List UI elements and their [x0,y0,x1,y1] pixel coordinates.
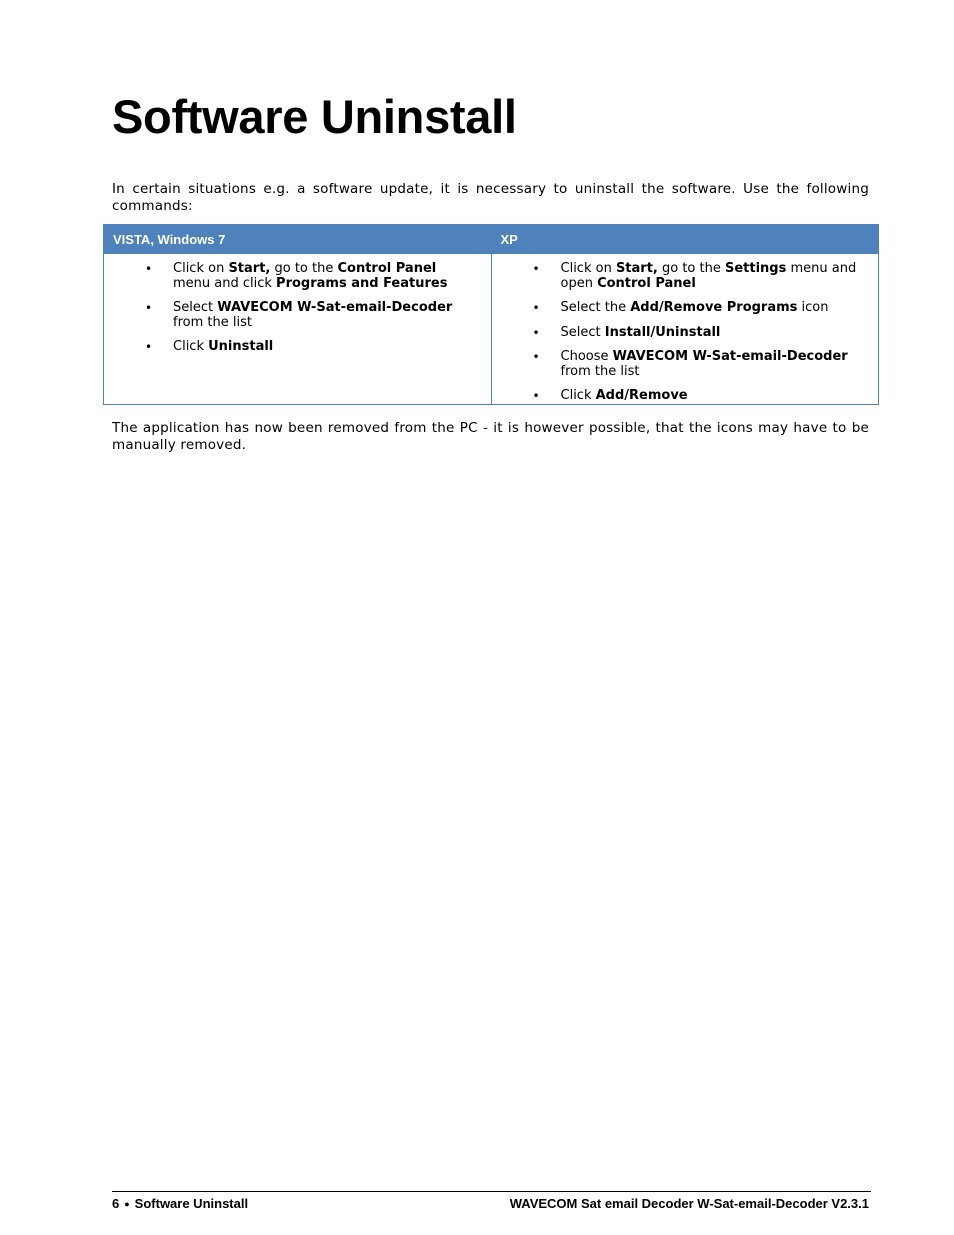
list-item [532,300,865,316]
table-body-row [104,254,879,405]
bullet-icon: • [145,340,153,354]
bullet-icon: • [532,389,540,403]
xp-steps-list [492,262,865,404]
step-emphasis: Programs and Features [276,275,448,291]
page-number: 6 [112,1196,120,1211]
list-item [145,261,477,291]
step-text: menu and open [560,261,857,291]
table-header-row [104,225,879,254]
step-text: Select [560,324,605,340]
list-item [532,388,865,404]
step-text: menu and click [173,275,277,291]
list-item [532,261,865,291]
step-emphasis: Start, [228,261,271,276]
step-emphasis: Install/Uninstall [604,324,721,340]
footer-divider [112,1191,871,1192]
closing-paragraph: The application has now been removed from the PC - it is however possible, that the icons may have to be manually removed. [112,420,869,453]
step-text: Click [560,388,596,403]
footer-left [112,1196,248,1212]
footer-product-title: WAVECOM Sat email Decoder W-Sat-email-Decoder V2.3.1 [509,1196,869,1211]
bullet-icon: • [532,301,540,315]
uninstall-commands-table [103,224,879,405]
intro-paragraph: In certain situations e.g. a software update, it is necessary to uninstall the software. Use the following commands: [112,181,869,214]
bullet-icon: • [145,262,153,276]
bullet-icon: • [532,262,540,276]
step-text: Choose [560,349,613,364]
page-title: Software Uninstall [112,90,517,143]
step-emphasis: Start, [615,261,658,276]
footer-separator: ● [124,1199,130,1209]
step-emphasis: WAVECOM W-Sat-email-Decoder [612,349,848,364]
step-text: from the list [560,363,640,379]
step-text: Click on [173,261,229,276]
bullet-icon: • [532,350,540,364]
column-header-vista: VISTA, Windows 7 [104,225,492,254]
step-text: Click on [560,261,616,276]
step-text: from the list [173,314,252,330]
step-text: Click [173,339,209,354]
bullet-icon: • [532,325,540,340]
list-item [532,324,865,341]
step-emphasis: Uninstall [208,339,274,354]
step-text: go to the [657,261,725,276]
bullet-icon: • [145,301,153,315]
list-item [532,349,865,379]
step-text: go to the [270,261,338,276]
vista-steps-cell [104,254,492,405]
list-item [145,300,477,330]
step-emphasis: Add/Remove [595,388,688,403]
list-item [145,339,477,355]
step-text: Select the [560,300,631,315]
step-emphasis: Settings [724,261,787,276]
step-emphasis: Control Panel [337,261,437,276]
xp-steps-cell [491,254,879,405]
step-emphasis: Add/Remove Programs [630,300,798,315]
footer-section-title: Software Uninstall [134,1196,249,1211]
step-emphasis: Control Panel [597,275,696,291]
step-text: Select [173,300,218,315]
vista-steps-list [104,262,477,355]
column-header-xp: XP [491,225,879,254]
step-text: icon [797,300,829,315]
step-emphasis: WAVECOM W-Sat-email-Decoder [217,300,453,315]
